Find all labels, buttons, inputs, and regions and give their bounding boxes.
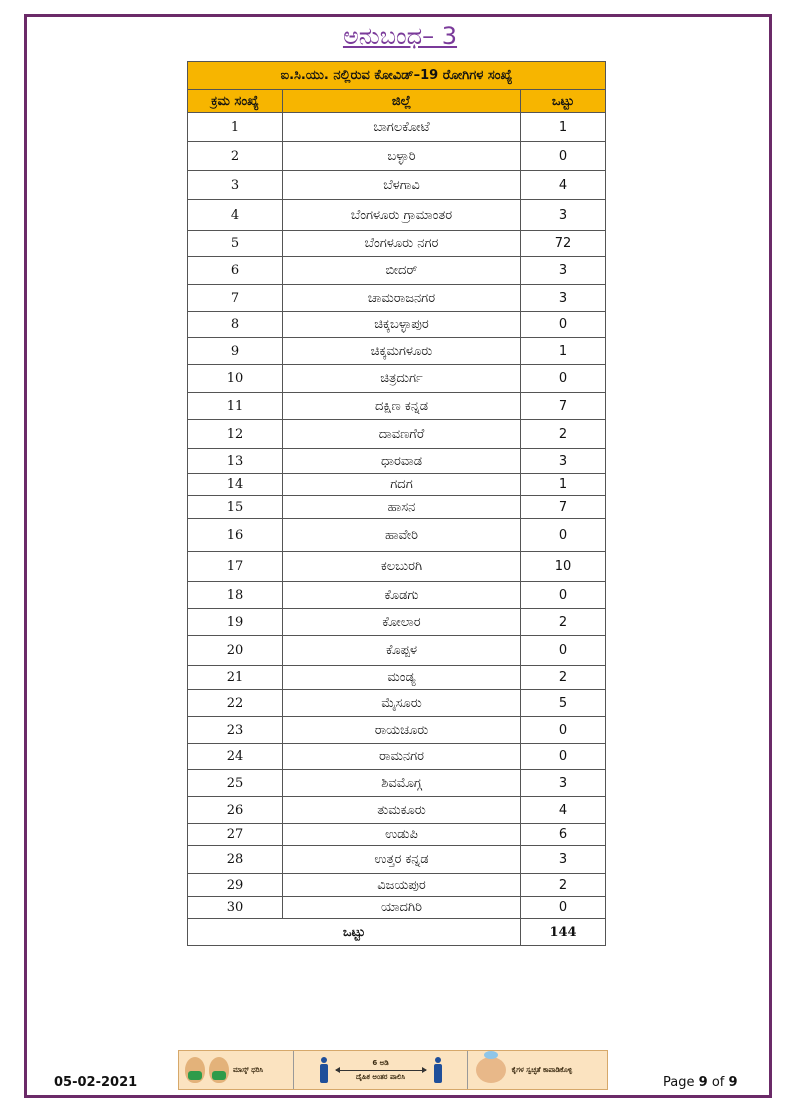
row-count: 0: [521, 744, 606, 770]
row-district: ವಿಜಯಪುರ: [283, 874, 521, 897]
row-district: ತುಮಕೂರು: [283, 797, 521, 824]
row-district: ದಾವಣಗೆರೆ: [283, 420, 521, 449]
row-count: 0: [521, 897, 606, 919]
handwash-icon: [476, 1057, 506, 1083]
row-count: 3: [521, 285, 606, 312]
row-district: ಕೊಪ್ಪಳ: [283, 636, 521, 666]
row-district: ರಾಯಚೂರು: [283, 717, 521, 744]
mask-text: ಮಾಸ್ಕ್ ಧರಿಸಿ: [233, 1065, 264, 1074]
row-count: 0: [521, 312, 606, 338]
row-count: 0: [521, 519, 606, 552]
icu-covid-table: [187, 61, 606, 946]
row-district: ರಾಮನಗರ: [283, 744, 521, 770]
row-district: ಚಿಕ್ಕಮಗಳೂರು: [283, 338, 521, 365]
row-sno: 21: [188, 666, 283, 690]
row-sno: 4: [188, 200, 283, 231]
row-sno: 12: [188, 420, 283, 449]
row-count: 3: [521, 846, 606, 874]
row-sno: 28: [188, 846, 283, 874]
table-row: [188, 874, 606, 897]
row-sno: 1: [188, 113, 283, 142]
table-row: [188, 338, 606, 365]
table-row: [188, 257, 606, 285]
table-row: [188, 717, 606, 744]
row-sno: 23: [188, 717, 283, 744]
row-sno: 16: [188, 519, 283, 552]
table-row: [188, 231, 606, 257]
total-label: ಒಟ್ಟು: [188, 919, 521, 946]
row-district: ಉಡುಪಿ: [283, 824, 521, 846]
row-count: 0: [521, 142, 606, 171]
row-district: ಧಾರವಾಡ: [283, 449, 521, 474]
table-row: [188, 770, 606, 797]
table-row: [188, 519, 606, 552]
table-row: [188, 285, 606, 312]
table-row: [188, 420, 606, 449]
header-district: ಜಿಲ್ಲೆ: [283, 90, 521, 113]
row-sno: 13: [188, 449, 283, 474]
row-sno: 20: [188, 636, 283, 666]
table-row: [188, 666, 606, 690]
row-sno: 19: [188, 609, 283, 636]
row-sno: 17: [188, 552, 283, 582]
table-row: [188, 552, 606, 582]
footer-page-number: [663, 1075, 738, 1090]
row-count: 2: [521, 874, 606, 897]
row-count: 10: [521, 552, 606, 582]
row-district: ಬೀದರ್: [283, 257, 521, 285]
table-row: [188, 393, 606, 420]
table-row: [188, 312, 606, 338]
table-row: [188, 449, 606, 474]
row-sno: 8: [188, 312, 283, 338]
row-sno: 11: [188, 393, 283, 420]
row-district: ಕಲಬುರಗಿ: [283, 552, 521, 582]
row-count: 1: [521, 338, 606, 365]
table-row: [188, 897, 606, 919]
row-sno: 24: [188, 744, 283, 770]
row-count: 1: [521, 113, 606, 142]
row-district: ಮಂಡ್ಯ: [283, 666, 521, 690]
row-count: 72: [521, 231, 606, 257]
row-sno: 7: [188, 285, 283, 312]
row-count: 3: [521, 770, 606, 797]
row-sno: 27: [188, 824, 283, 846]
row-sno: 10: [188, 365, 283, 393]
row-district: ಚಿತ್ರದುರ್ಗ: [283, 365, 521, 393]
distance-text: ದೈಹಿಕ ಅಂತರ ಪಾಲಿಸಿ: [356, 1072, 406, 1081]
row-count: 3: [521, 200, 606, 231]
row-sno: 22: [188, 690, 283, 717]
row-district: ಬೆಂಗಳೂರು ಗ್ರಾಮಾಂತರ: [283, 200, 521, 231]
row-district: ಶಿವಮೊಗ್ಗ: [283, 770, 521, 797]
row-count: 7: [521, 393, 606, 420]
page-current: 9: [698, 1075, 708, 1090]
row-sno: 6: [188, 257, 283, 285]
handwash-segment: [468, 1051, 607, 1089]
table-row: [188, 365, 606, 393]
row-sno: 30: [188, 897, 283, 919]
row-count: 3: [521, 449, 606, 474]
page-prefix: Page: [663, 1075, 695, 1090]
row-district: ಬೆಂಗಳೂರು ನಗರ: [283, 231, 521, 257]
row-count: 0: [521, 636, 606, 666]
page-total: 9: [728, 1075, 738, 1090]
row-district: ಗದಗ: [283, 474, 521, 496]
row-district: ಬಾಗಲಕೋಟೆ: [283, 113, 521, 142]
row-district: ಕೋಲಾರ: [283, 609, 521, 636]
table-row: [188, 200, 606, 231]
row-district: ಬಳ್ಳಾರಿ: [283, 142, 521, 171]
row-count: 1: [521, 474, 606, 496]
row-district: ಹಾವೇರಿ: [283, 519, 521, 552]
table-row: [188, 744, 606, 770]
table-row: [188, 824, 606, 846]
table-row: [188, 609, 606, 636]
row-count: 2: [521, 609, 606, 636]
row-sno: 29: [188, 874, 283, 897]
row-count: 2: [521, 666, 606, 690]
row-sno: 15: [188, 496, 283, 519]
mask-segment: [179, 1051, 293, 1089]
person-icon: [320, 1057, 328, 1083]
total-value: 144: [521, 919, 606, 946]
row-district: ಉತ್ತರ ಕನ್ನಡ: [283, 846, 521, 874]
table-row: [188, 797, 606, 824]
row-district: ಕೊಡಗು: [283, 582, 521, 609]
row-count: 4: [521, 171, 606, 200]
row-district: ಚಾಮರಾಜನಗರ: [283, 285, 521, 312]
row-count: 2: [521, 420, 606, 449]
table-row: [188, 636, 606, 666]
row-district: ಯಾದಗಿರಿ: [283, 897, 521, 919]
row-count: 0: [521, 365, 606, 393]
table-caption: ಐ.ಸಿ.ಯು. ನಲ್ಲಿರುವ ಕೋವಿಡ್–19 ರೋಗಿಗಳ ಸಂಖ್ಯೆ: [188, 62, 606, 90]
distance-segment: [293, 1051, 467, 1089]
person-icon: [434, 1057, 442, 1083]
table-row: [188, 582, 606, 609]
row-sno: 5: [188, 231, 283, 257]
header-total: ಒಟ್ಟು: [521, 90, 606, 113]
row-count: 5: [521, 690, 606, 717]
row-sno: 2: [188, 142, 283, 171]
masked-face-icon: [209, 1057, 229, 1083]
row-sno: 26: [188, 797, 283, 824]
row-sno: 25: [188, 770, 283, 797]
table-row: [188, 846, 606, 874]
double-arrow-icon: [336, 1070, 426, 1071]
footer-date: 05-02-2021: [54, 1075, 138, 1090]
row-count: 3: [521, 257, 606, 285]
row-count: 0: [521, 582, 606, 609]
row-count: 7: [521, 496, 606, 519]
table-row: [188, 113, 606, 142]
row-count: 4: [521, 797, 606, 824]
row-sno: 14: [188, 474, 283, 496]
covid-awareness-banner: [178, 1050, 608, 1090]
table-row: [188, 171, 606, 200]
table-row: [188, 142, 606, 171]
row-sno: 9: [188, 338, 283, 365]
row-count: 0: [521, 717, 606, 744]
table-body: [188, 113, 606, 919]
row-count: 6: [521, 824, 606, 846]
row-district: ಚಿಕ್ಕಬಳ್ಳಾಪುರ: [283, 312, 521, 338]
hands-text: ಕೈಗಳ ಸ್ವಚ್ಛತೆ ಕಾಪಾಡಿಕೊಳ್ಳಿ: [511, 1065, 573, 1074]
table-row: [188, 496, 606, 519]
row-sno: 3: [188, 171, 283, 200]
row-district: ಬೆಳಗಾವಿ: [283, 171, 521, 200]
row-district: ಹಾಸನ: [283, 496, 521, 519]
header-sno: ಕ್ರಮ ಸಂಖ್ಯೆ: [188, 90, 283, 113]
table-row: [188, 690, 606, 717]
page-heading: ಅನುಬಂಧ– 3: [342, 22, 458, 50]
masked-face-icon: [185, 1057, 205, 1083]
table-row: [188, 474, 606, 496]
row-district: ದಕ್ಷಿಣ ಕನ್ನಡ: [283, 393, 521, 420]
page-of: of: [711, 1075, 725, 1090]
distance-value: 6 ಅಡಿ: [372, 1058, 389, 1067]
row-sno: 18: [188, 582, 283, 609]
row-district: ಮೈಸೂರು: [283, 690, 521, 717]
